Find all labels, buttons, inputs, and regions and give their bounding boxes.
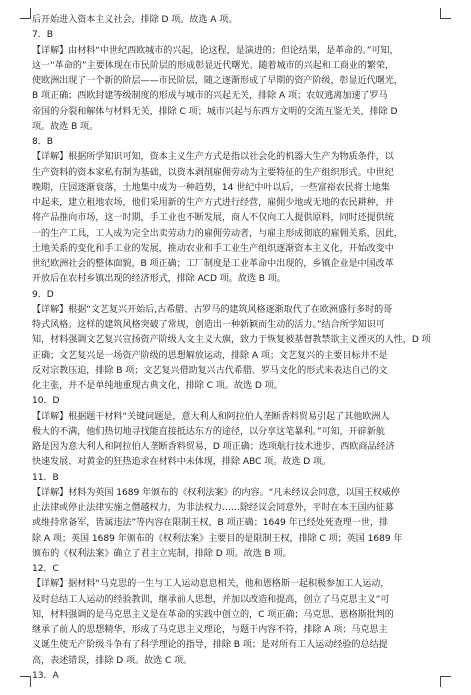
text-line: 路是因为意大利人和阿拉伯人垄断香料贸易，D 项正确；选项航行技术进步、西欧商品经济 [32,442,395,452]
question-answer-heading: 13．A [32,670,59,681]
text-line: 【详解】根据题干材料“关键问题是，意大利人和阿拉伯人垄断香料贸易引起了其他欧洲人 [32,411,390,422]
text-line: 正确；文艺复兴是一场资产阶级的思想解放运动，排除 A 项；文艺复兴的主要目标并不是 [32,350,388,361]
text-line: 快速发展、对黄金的狂热追求在材料中未体现，排除 ABC 项。故选 D 项。 [32,457,332,468]
crop-mark-top-right [440,8,451,19]
question-answer-heading: 12．C [32,564,59,574]
text-line: 反对宗教压迫，排除 B 项；文艺复兴借助复兴古代希腊、罗马文化的形式来表达自己的文 [32,365,388,376]
text-line: 使欧洲出现了一个新的阶层——市民阶层，随之逐渐形成了早期的资产阶级，彰显近代曙光， [32,76,403,86]
text-line: 【详解】由材料“中世纪西欧城市的兴起，论这程，是演进的；但论结果，是革命的。”可知， [32,45,399,56]
text-line: 特式风格。这样的建筑风格突破了常规，创造出一种新颖而生动的活力。”结合所学知识可 [32,320,385,330]
question-answer-heading: 8．B [32,137,53,147]
text-line: 生产资料的资本家私有制为基础，以资本剥削雇佣劳动为主要特征的生产组织形式。中世纪 [32,167,394,178]
text-line: 帝国的分裂和解体与材料无关，排除 C 项；城市兴起与东西方文明的交流互鉴无关，排除 D [32,106,398,117]
text-line: 晚期，庄园逐渐衰落，土地集中成为一种趋势，14 世纪中叶以后，一些富裕农民将土地集 [32,182,390,193]
text-line: 继承了前人的思想精华，形成了马克思主义理论，与题干内容不符，排除 A 项；马克思主 [32,625,388,635]
crop-mark-top-left [20,8,31,19]
crop-mark-bottom-right [440,676,451,687]
crop-mark-bottom-left [20,676,31,687]
text-line: 项。故选 B 项。 [32,121,99,132]
text-line: 化主张，并不是单纯地重现古典文化，排除 C 项。故选 D 项。 [32,381,283,391]
text-line: 世纪欧洲社会的整体面貌，B 项正确；工厂制度是工业革命中出现的，乡镇企业是中国改革 [32,259,394,269]
text-line: 【详解】根据所学知识可知，资本主义生产方式是指以社会化的机器大生产为物质条件，以 [32,152,394,163]
text-line: 义诞生使无产阶级斗争有了科学理论的指导，排除 B 项；是对所有工人运动经验的总结提 [32,640,388,651]
question-answer-heading: 11．B [32,472,59,483]
text-line: 【详解】材料为英国 1689 年颁布的《权利法案》的内容。“凡未经议会同意，以国王权威停 [32,487,400,498]
text-line: 土地关系的变化和手工业的发展，推动农业和手工业生产组织逐渐资本主义化，开始改变中 [32,243,394,254]
text-line: 这一“革命的”主要体现在市民阶层的形成彰显近代曙光。随着城市的兴起和工商业的繁荣， [32,60,395,71]
text-line: 除 A 项；英国 1689 年颁布的《权利法案》主要目的是限制王权，排除 C 项；英国 1689 年 [32,533,403,544]
text-line: 【详解】根据“文艺复兴开始后,古希腊、古罗马的建筑风格逐渐取代了在欧洲盛行多时的哥 [32,304,393,315]
text-line: 知，材料强调的是马克思主义是在革命的实践中创立的，C 项正确；马克思、恩格斯批判的 [32,609,394,620]
text-line: 或维持常备军，皆属违法”等内容在限制王权，B 项正确；1649 年已经处死查理一世，排 [32,518,389,529]
answer-explanation-page [32,13,439,684]
text-line: 知，材料强调文艺复兴宣扬资产阶级人文主义大旗，致力于恢复被基督教禁欲主义湮灭的人性，D 项 [32,335,431,346]
text-line: 开放后在农村乡镇出现的经济形式，排除 ACD 项。故选 B 项。 [32,274,286,285]
text-line: 及时总结工人运动的经验教训，继承前人思想，并加以改造和提高，创立了马克思主义”可 [32,594,390,605]
text-line: 止法律或停止法律实施之僭越权力，为非法权力……除经议会同意外，平时在本王国内征募 [32,503,394,513]
text-line: 中起来，建立租地农场，他们采用新的生产方式进行经营，雇佣少地或无地的农民耕种，并 [32,198,394,208]
text-line: 【详解】据材料“马克思的一生与工人运动息息相关，他和恩格斯一起积极参加工人运动， [32,579,390,590]
text-line: B 项正确；西欧封建等级制度的形成与城市的兴起无关，排除 A 项；农奴逃离加速了罗马 [32,91,388,102]
text-line: 将产品推向市场，这一时期，手工业也不断发展，商人不仅向工人提供原料，同时还提供统 [32,213,394,224]
text-line: 一的生产工具，工人成为完全出卖劳动力的雇佣劳动者，与雇主形成彻底的雇佣关系，因此， [32,228,403,239]
text-line: 颁布的《权利法案》确立了君主立宪制，排除 D 项。故选 B 项。 [32,548,292,559]
text-line: 后开始进入资本主义社会，排除 D 项。故选 A 项。 [32,15,238,25]
question-answer-heading: 10．D [32,396,60,407]
text-line: 极大的不满，他们热切地寻找能直接抵达东方的途径，以分享这笔暴利。”可知，开辟新航 [32,426,385,437]
text-line: 高，表述错误，排除 D 项。故选 C 项。 [32,655,193,666]
question-answer-heading: 7．B [32,30,53,41]
question-answer-heading: 9．D [32,289,54,300]
